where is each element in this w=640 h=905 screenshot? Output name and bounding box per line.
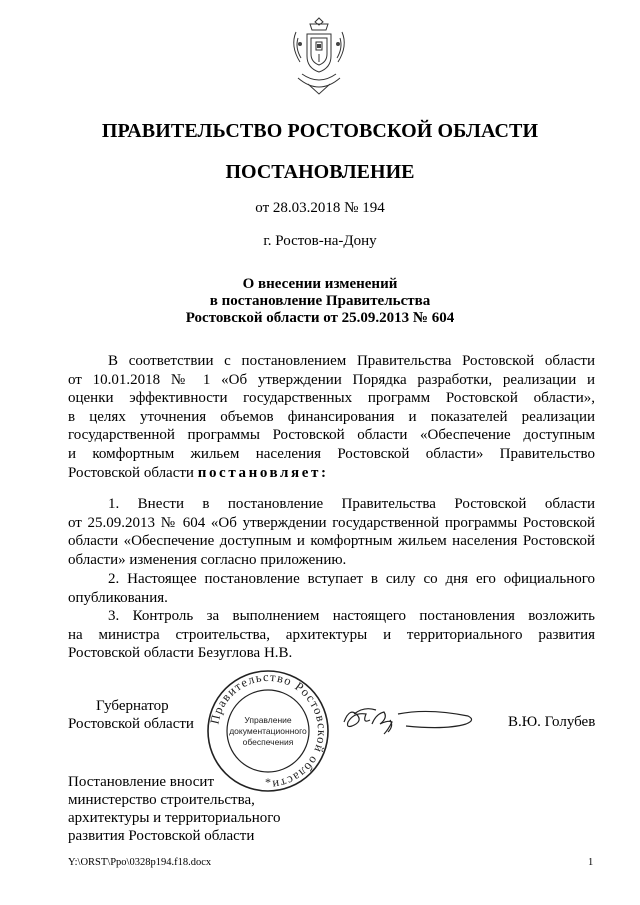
resolves-word: постановляет: (197, 464, 329, 481)
government-title: ПРАВИТЕЛЬСТВО РОСТОВСКОЙ ОБЛАСТИ (101, 120, 539, 142)
document-subject (0, 276, 640, 327)
note-line: Постановление вносит (68, 774, 215, 790)
note-line: министерство строительства, (68, 792, 255, 808)
text-line: от 10.01.2018 № 1 «Об утверждении Порядка разработки, реализации и (68, 371, 595, 388)
text-line: В соответствии с постановлением Правительства Ростовской области (108, 353, 595, 369)
signatory-title-line: Ростовской области (68, 716, 194, 732)
signatory-name: В.Ю. Голубев (508, 714, 596, 730)
handwritten-signature (338, 700, 478, 740)
resolution-item-1 (68, 495, 595, 569)
text-line: области «Обеспечение доступным и комфортным жильем населения Ростовской (68, 533, 595, 550)
text-line: от 25.09.2013 № 604 «Об утверждении государственной программы Ростовской (68, 514, 595, 531)
seal-ring-text: Правительство Ростовской области (207, 669, 330, 792)
text-line: оценки эффективности государственных программ Ростовской области», (68, 390, 595, 407)
text-line: 3. Контроль за выполнением настоящего постановления возложить (108, 608, 595, 624)
submitted-by-note (68, 773, 281, 845)
signatory-title-line: Губернатор (96, 698, 169, 714)
seal-inner-text: документационного (229, 726, 307, 736)
note-line: архитектуры и территориального (68, 810, 281, 826)
text-line: Ростовской области Безуглова Н.В. (68, 645, 293, 662)
document-type: ПОСТАНОВЛЕНИЕ (225, 161, 415, 183)
text-line: области» изменения согласно приложению. (68, 551, 347, 568)
text-line: и комфортным жильем населения Ростовской области» Правительство (68, 445, 595, 462)
text-line: на министра строительства, архитектуры и территориального развития (68, 626, 595, 643)
resolution-item-3 (68, 607, 595, 663)
text-line: опубликования. (68, 589, 168, 606)
preamble-paragraph (68, 352, 595, 482)
signatory-title (68, 697, 194, 733)
subject-line: Ростовской области от 25.09.2013 № 604 (185, 310, 455, 326)
text-line: 1. Внести в постановление Правительства Ростовской области (108, 496, 595, 512)
note-line: развития Ростовской области (68, 828, 255, 844)
text-line: 2. Настоящее постановление вступает в силу со дня его официального (108, 571, 595, 587)
seal-inner-text: Управление (244, 715, 292, 725)
coat-of-arms-icon (288, 14, 350, 100)
seal-star: * (265, 775, 271, 789)
subject-line: в постановление Правительства (209, 293, 431, 309)
text-line: в целях уточнения объемов финансирования и показателей реализации (68, 408, 595, 425)
subject-line: О внесении изменений (242, 276, 398, 292)
document-date-number: от 28.03.2018 № 194 (255, 200, 385, 216)
resolution-item-2 (68, 570, 595, 607)
file-path: Y:\ORST\Ppo\0328p194.f18.docx (68, 857, 212, 868)
text-line (68, 464, 595, 483)
text-line: государственной программы Ростовской области «Обеспечение доступным (68, 427, 595, 444)
page-number: 1 (588, 857, 594, 868)
seal-inner-text: обеспечения (242, 737, 294, 747)
preamble-end-text: Ростовской области (68, 464, 198, 481)
document-city: г. Ростов-на-Дону (263, 233, 377, 249)
